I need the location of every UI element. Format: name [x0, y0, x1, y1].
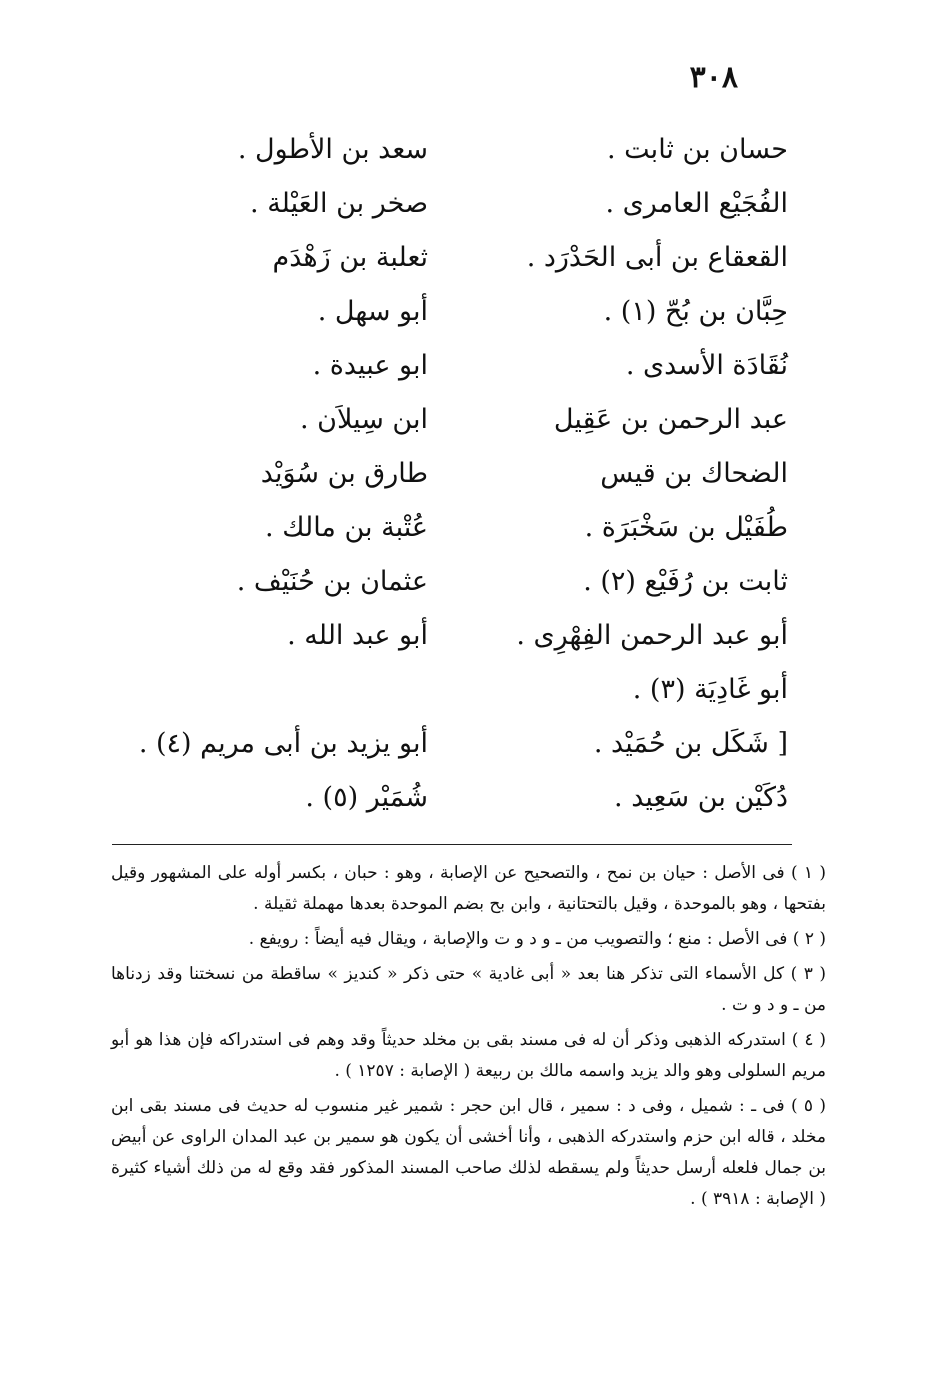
name-entry: ابو عبيدة . [312, 349, 428, 381]
names-row [148, 608, 788, 662]
names-row [148, 122, 788, 176]
name-entry: الضحاك بن قيس [600, 457, 788, 489]
name-entry: أبو سهل . [317, 295, 428, 327]
names-row [138, 716, 788, 770]
page-number: ٣٠٨ [689, 60, 738, 95]
name-entry: طارق بن سُوَيْد [260, 457, 428, 489]
name-entry: عُتْبة بن مالك . [265, 511, 428, 543]
name-entry: أبو عبد الله . [287, 619, 428, 651]
name-entry: عبد الرحمن بن عَقِيل [553, 403, 788, 435]
name-entry: الفُجَيْع العامرى . [605, 187, 788, 219]
footnote-1: ( ١ ) فى الأصل : حيان بن نمح ، والتصحيح عن الإصابة ، وهو : حبان ، بكسر أوله على المشهور وقيل بفتحها ، وهو بالموحدة ، وقيل بالتحتانية ، وابن بح بضم الموحدة بعدها مهملة ثقيلة . [111, 863, 826, 914]
name-entry: نُقَادَة الأسدى . [625, 349, 788, 381]
names-row [148, 338, 788, 392]
name-entry: [ شَكَل بن حُمَيْد . [593, 727, 788, 759]
names-row [148, 500, 788, 554]
names-row [148, 446, 788, 500]
name-entry: حِبَّان بن بُحّ (١) . [603, 295, 788, 327]
names-row [148, 284, 788, 338]
name-entry: سعد بن الأطول . [237, 133, 428, 165]
footnotes [111, 858, 826, 1219]
name-entry: حسان بن ثابت . [607, 133, 788, 165]
footnote-5: ( ٥ ) فى ـ : شميل ، وفى د : سمير ، قال ابن حجر : شمير غير منسوب له حديث فى مسند بقى ابن مخلد ، قاله ابن حزم واستدركه الذهبى ، وأنا أخشى أن يكون هو سمير بن عبد المدان الراوى عن أبيض بن جمال فلعله أرسل حديثاً ولم يسقطه لذلك صاحب المسند المذكور فقد وقع له من ذلك أشياء كثيرة ( الإصابة : ٣٩١٨ ) . [111, 1096, 826, 1209]
footnote-3: ( ٣ ) كل الأسماء التى تذكر هنا بعد « أبى غادية » حتى ذكر « كنديز » ساقطة من نسختنا وقد زدناها من ـ و د و ت . [111, 964, 826, 1015]
names-row [148, 176, 788, 230]
names-row [148, 770, 788, 824]
names-row [148, 392, 788, 446]
footnote-4: ( ٤ ) استدركه الذهبى وذكر أن له فى مسند بقى بن مخلد حديثاً وقد وهم فى استدراكه فإن هذا هو أبو مريم السلولى وهو والد يزيد واسمه مالك بن ربيعة ( الإصابة : ١٢٥٧ ) . [111, 1030, 826, 1081]
name-entry: دُكَيْن بن سَعِيد . [614, 781, 788, 813]
names-row [148, 554, 788, 608]
names-row [148, 662, 788, 716]
name-entry: أبو عبد الرحمن الفِهْرِى . [516, 619, 788, 651]
name-entry: أبو غَادِيَة (٣) . [632, 673, 788, 705]
name-entry: ابن سِيلاَن . [299, 403, 428, 435]
name-entry: ثعلبة بن زَهْدَم [272, 241, 428, 273]
footnote-2: ( ٢ ) فى الأصل : منع ؛ والتصويب من ـ و د و ت والإصابة ، ويقال فيه أيضاً : رويفع . [248, 929, 826, 949]
name-entry: القعقاع بن أبى الحَدْرَد . [526, 241, 788, 273]
footnote-divider [112, 844, 792, 845]
names-row [148, 230, 788, 284]
names-list [138, 122, 788, 824]
name-entry: أبو يزيد بن أبى مريم (٤) . [138, 727, 428, 759]
name-entry: شُمَيْر (٥) . [305, 781, 428, 813]
name-entry: طُفَيْل بن سَخْبَرَة . [584, 511, 788, 543]
name-entry: عثمان بن حُنَيْف . [236, 565, 428, 597]
name-entry: صخر بن العَيْلة . [250, 187, 428, 219]
name-entry: ثابت بن رُفَيْع (٢) . [583, 565, 788, 597]
